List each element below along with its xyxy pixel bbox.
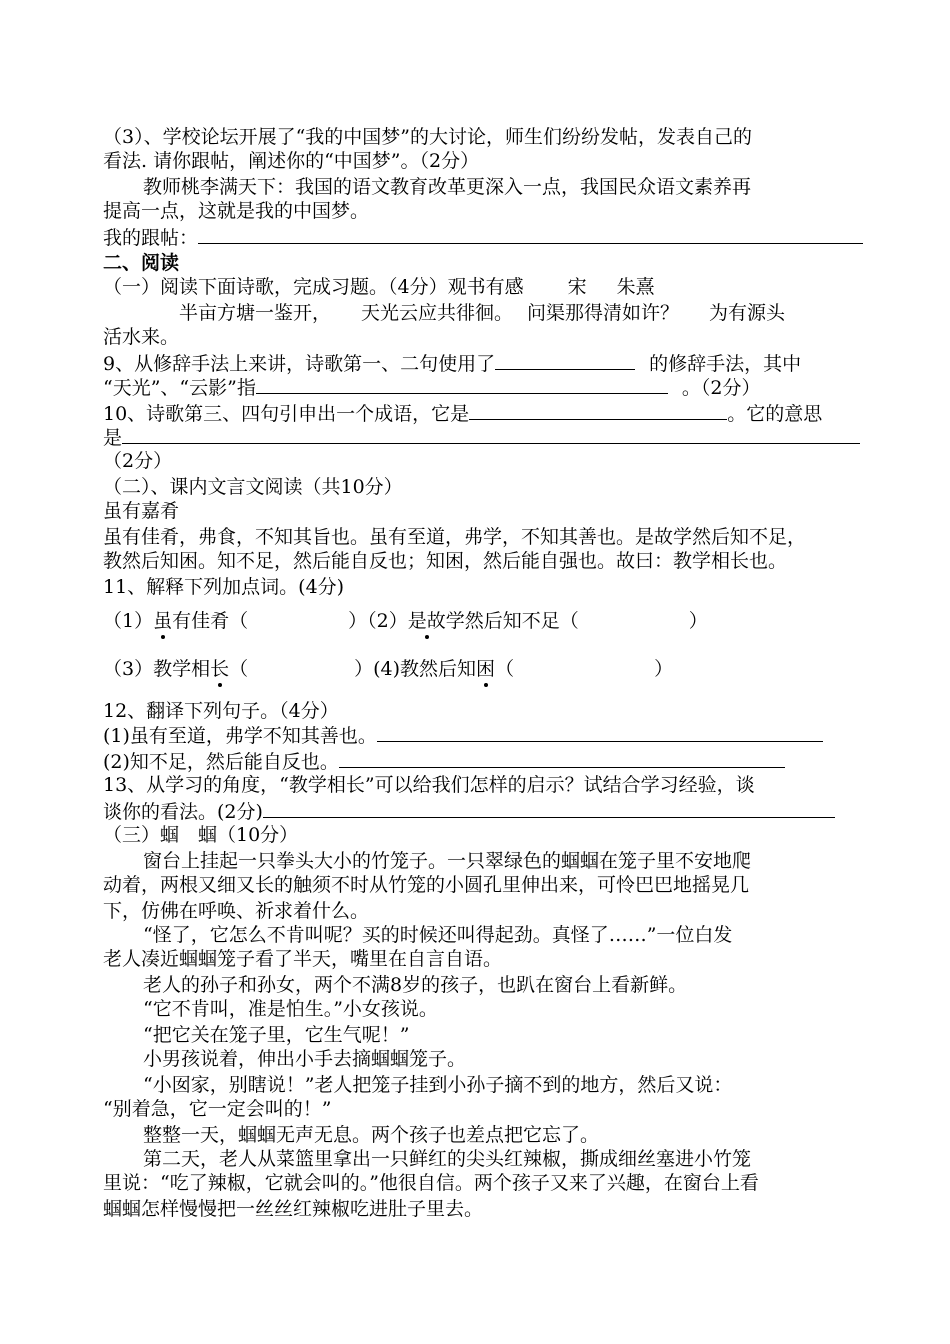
dotted-word: 困: [476, 658, 496, 680]
story-line-12: 整整一天，蝈蝈无声无息。两个孩子也差点把它忘了。: [143, 1124, 600, 1146]
story-line-14: 里说：“吃了辣椒，它就会叫的。”他很自信。两个孩子又来了兴趣，在窗台上看: [103, 1172, 759, 1194]
q3-example-line-2: 提高一点，这就是我的中国梦。: [103, 200, 370, 222]
q13-line-1: 13、从学习的角度，“教学相长”可以给我们怎样的启示？试结合学习经验，谈: [103, 774, 755, 796]
q13-line-2: 谈你的看法。(2分): [103, 798, 863, 825]
classical-text-line-2: 教然后知困。知不足，然后能自反也；知困，然后能自强也。故曰：教学相长也。: [103, 550, 788, 572]
poem-instruction: （一）阅读下面诗歌，完成习题。（4分）观书有感 宋 朱熹: [103, 276, 655, 298]
classical-reading-heading: （二）、课内文言文阅读（共10分）: [103, 476, 403, 498]
classical-text-title: 虽有嘉肴: [103, 500, 180, 522]
q12-instruction: 12、翻译下列句子。（4分）: [103, 700, 339, 722]
q3-example-line-1: 教师桃李满天下：我国的语文教育改革更深入一点，我国民众语文素养再: [143, 176, 752, 198]
section-heading-reading: 二、阅读: [103, 252, 180, 274]
story-line-11: “别着急，它一定会叫的！”: [103, 1098, 332, 1120]
q9-blank-2[interactable]: [256, 374, 668, 394]
story-heading: （三）蝈 蝈（10分）: [103, 824, 299, 846]
story-line-7: “它不肯叫，准是怕生。”小女孩说。: [143, 998, 438, 1020]
story-line-9: 小男孩说着，伸出小手去摘蝈蝈笼子。: [143, 1048, 467, 1070]
story-line-4: “怪了，它怎么不肯叫呢？买的时候还叫得起劲。真怪了……”一位白发: [143, 924, 733, 946]
q9-line-2: “天光”、“云影”指 。（2分）: [103, 374, 863, 401]
q10-line-2: 是: [103, 424, 863, 451]
poem-text-line-2: 活水来。: [103, 326, 180, 348]
q10-blank-1[interactable]: [469, 400, 727, 420]
story-line-3: 下，仿佛在呼唤、祈求着什么。: [103, 900, 370, 922]
dotted-word: 虽: [153, 610, 173, 632]
q13-blank[interactable]: [263, 798, 835, 818]
story-line-6: 老人的孙子和孙女，两个不满8岁的孩子，也趴在窗台上看新鲜。: [143, 974, 688, 996]
q9-blank-1[interactable]: [495, 350, 635, 370]
q12-blank-2[interactable]: [339, 748, 785, 768]
story-line-10: “小囡家，别瞎说！”老人把笼子挂到小孙子摘不到的地方，然后又说：: [143, 1074, 733, 1096]
story-line-1: 窗台上挂起一只拳头大小的竹笼子。一只翠绿色的蝈蝈在笼子里不安地爬: [143, 850, 752, 872]
q3-line-1: （3）、学校论坛开展了“我的中国梦”的大讨论，师生们纷纷发帖，发表自己的: [103, 126, 753, 148]
q10-blank-2[interactable]: [122, 424, 860, 444]
q12-item-1: (1)虽有至道，弗学不知其善也。: [103, 722, 863, 749]
story-line-13: 第二天，老人从菜篮里拿出一只鲜红的尖头红辣椒，撕成细丝塞进小竹笼: [143, 1148, 752, 1170]
story-line-8: “把它关在笼子里，它生气呢！”: [143, 1024, 410, 1046]
story-line-2: 动着，两根又细又长的触须不时从竹笼的小圆孔里伸出来，可怜巴巴地摇晃几: [103, 874, 750, 896]
story-line-5: 老人凑近蝈蝈笼子看了半天，嘴里在自言自语。: [103, 948, 503, 970]
q11-row-2: （3）教学相长（ ）(4)教然后知困（ ）: [103, 658, 674, 680]
classical-text-line-1: 虽有佳肴，弗食，不知其旨也。虽有至道，弗学，不知其善也。是故学然后知不足，: [103, 526, 807, 548]
q3-line-2: 看法. 请你跟帖，阐述你的“中国梦”。（2分）: [103, 150, 480, 172]
q9-line-1: 9、从修辞手法上来讲，诗歌第一、二句使用了 的修辞手法，其中: [103, 350, 863, 377]
answer-blank[interactable]: [198, 224, 863, 244]
q10-score: （2分）: [103, 450, 173, 472]
q3-answer-line: 我的跟帖：: [103, 224, 863, 251]
q10-line-1: 10、诗歌第三、四句引申出一个成语，它是 。它的意思: [103, 400, 863, 427]
poem-text-line-1: 半亩方塘一鉴开， 天光云应共徘徊。 问渠那得清如许？ 为有源头: [179, 302, 786, 324]
dotted-word: 是故: [407, 610, 446, 632]
q12-item-2: (2)知不足，然后能自反也。: [103, 748, 863, 775]
dotted-word: 长: [210, 658, 230, 680]
q11-instruction: 11、解释下列加点词。(4分): [103, 576, 345, 598]
story-line-15: 蝈蝈怎样慢慢把一丝丝红辣椒吃进肚子里去。: [103, 1198, 484, 1220]
q12-blank-1[interactable]: [377, 722, 823, 742]
q11-row-1: （1）虽有佳肴（ ）（2）是故学然后知不足（ ）: [103, 610, 708, 632]
